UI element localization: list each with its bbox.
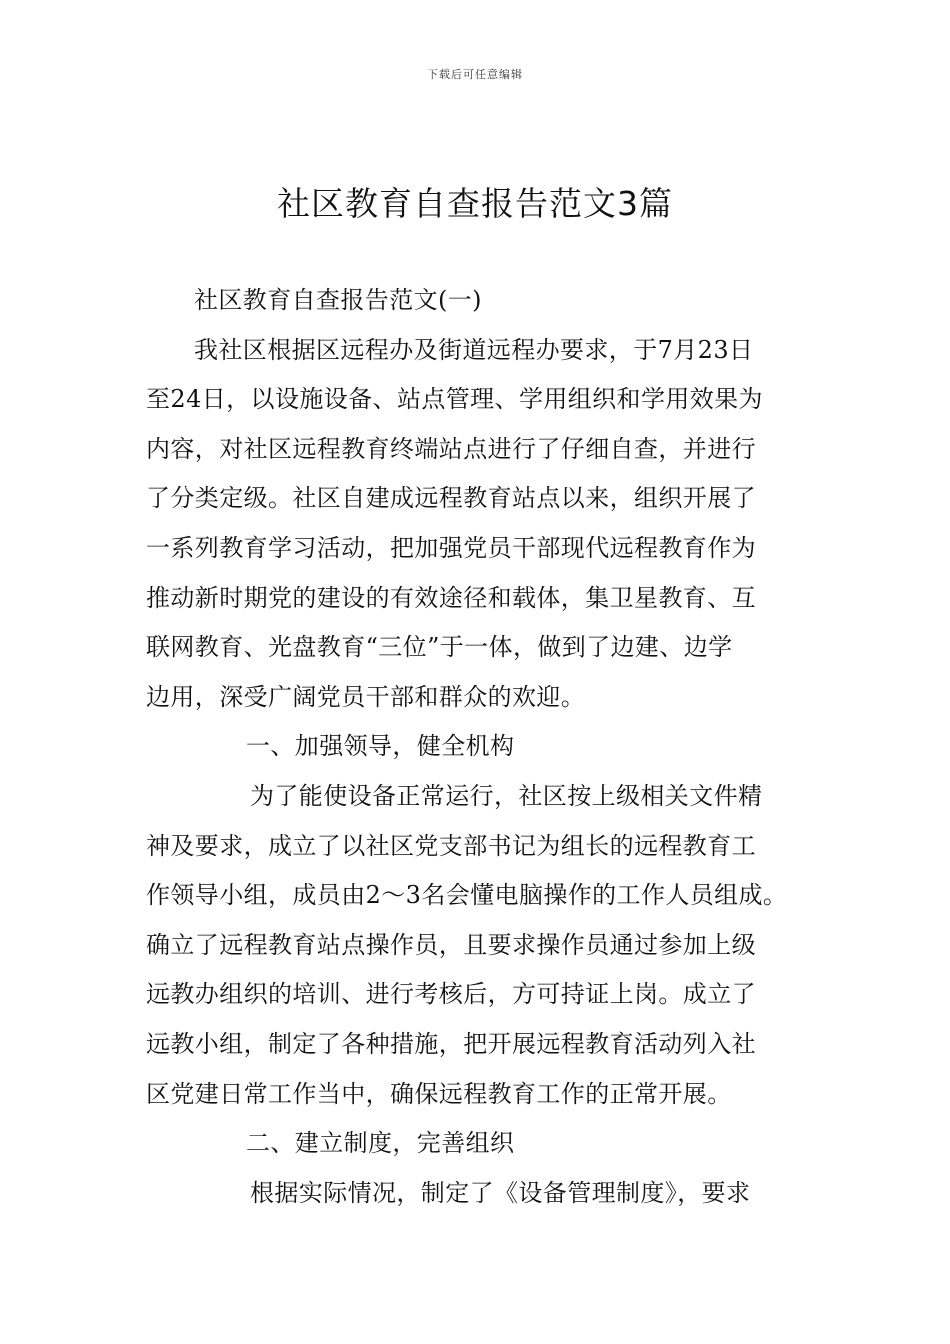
- paragraph-line: 区党建日常工作当中，确保远程教育工作的正常开展。: [146, 1079, 732, 1108]
- paragraph-line: 推动新时期党的建设的有效途径和载体，集卫星教育、互: [146, 583, 756, 612]
- header-note: 下载后可任意编辑: [427, 68, 523, 81]
- section-heading: 社区教育自查报告范文(一): [194, 286, 482, 314]
- paragraph-line: 作领导小组，成员由2～3名会懂电脑操作的工作人员组成。: [146, 881, 788, 910]
- paragraph-line: 内容，对社区远程教育终端站点进行了仔细自查，并进行: [146, 434, 756, 463]
- paragraph-line: 为了能使设备正常运行，社区按上级相关文件精: [250, 781, 763, 810]
- paragraph-line: 联网教育、光盘教育“三位”于一体，做到了边建、边学: [146, 633, 733, 662]
- paragraph-line: 神及要求，成立了以社区党支部书记为组长的远程教育工: [146, 831, 756, 860]
- paragraph-line: 边用，深受广阔党员干部和群众的欢迎。: [146, 682, 586, 711]
- paragraph-line: 确立了远程教育站点操作员，且要求操作员通过参加上级: [146, 930, 756, 959]
- paragraph-line: 我社区根据区远程办及街道远程办要求，于7月23日: [194, 335, 754, 364]
- paragraph-line: 至24日，以设施设备、站点管理、学用组织和学用效果为: [146, 385, 763, 414]
- paragraph-line: 了分类定级。社区自建成远程教育站点以来，组织开展了: [146, 484, 756, 513]
- subheading: 一、加强领导，健全机构: [246, 732, 515, 761]
- paragraph-line: 远教办组织的培训、进行考核后，方可持证上岗。成立了: [146, 980, 756, 1009]
- document-title: 社区教育自查报告范文3篇: [277, 184, 673, 223]
- paragraph-line: 根据实际情况，制定了《设备管理制度》，要求: [250, 1178, 751, 1207]
- document-body: [146, 276, 836, 1218]
- paragraph-line: 一系列教育学习活动，把加强党员干部现代远程教育作为: [146, 533, 756, 562]
- paragraph-line: 远教小组，制定了各种措施，把开展远程教育活动列入社: [146, 1029, 756, 1058]
- subheading: 二、建立制度，完善组织: [246, 1129, 515, 1158]
